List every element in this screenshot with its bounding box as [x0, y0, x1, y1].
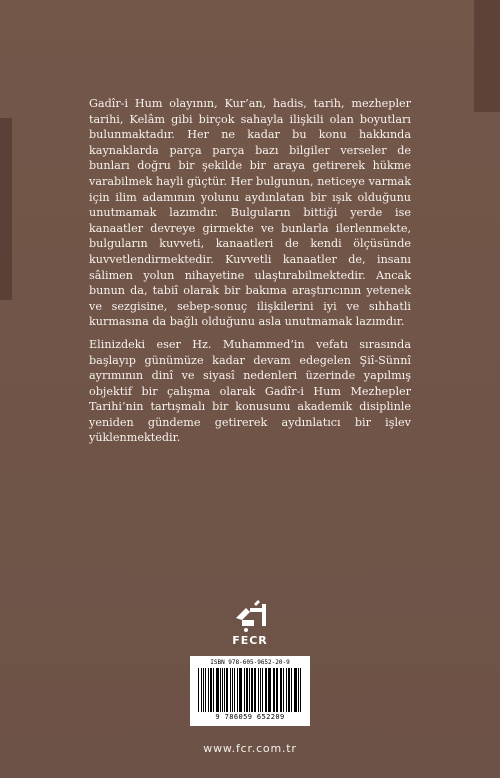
- barcode-bar: [291, 668, 292, 712]
- barcode-bar: [258, 668, 259, 712]
- barcode-bar: [251, 668, 252, 712]
- barcode-bar: [286, 668, 287, 712]
- barcode-bar: [298, 668, 299, 712]
- barcode-bar: [234, 668, 235, 712]
- barcode-bar: [268, 668, 269, 712]
- barcode-bar: [208, 668, 209, 712]
- barcode-bar: [281, 668, 282, 712]
- barcode-bar: [222, 668, 223, 712]
- blurb-text: [89, 96, 411, 453]
- barcode-bar: [224, 668, 225, 712]
- barcode-bar: [265, 668, 267, 712]
- barcode-bar: [280, 668, 281, 712]
- barcode-bar: [240, 668, 241, 712]
- barcode-bar: [232, 668, 233, 712]
- barcode-bar: [198, 668, 199, 712]
- barcode-bar: [216, 668, 217, 712]
- barcode-bar: [273, 668, 274, 712]
- barcode-bar: [220, 668, 221, 712]
- barcode-bar: [295, 668, 296, 712]
- isbn-label: ISBN 978-605-9652-20-9: [210, 659, 290, 666]
- barcode-bar: [210, 668, 212, 712]
- publisher-name: FECR: [232, 634, 268, 647]
- barcode-bar: [276, 668, 277, 712]
- barcode-bar: [260, 668, 261, 712]
- barcode-bar: [288, 668, 290, 712]
- barcode-bars: [198, 668, 302, 712]
- barcode-bar: [294, 668, 295, 712]
- blurb-paragraph-2: Elinizdeki eser Hz. Muhammed’in vefatı sırasında başlayıp günümüze kadar devam edegelen Şiî-Sünnî ayrımının dinî ve siyasî nedenleri üzerinde yapılmış objektif bir çalışma olarak Gadîr-i Hum Mezhepler Tarihi’nin tartışmalı bir konusunu akademik disiplinle yeniden gündeme getirerek aydınlatıcı bir işlev yüklenmektedir.: [89, 337, 411, 445]
- barcode-bar: [262, 668, 263, 712]
- barcode-bar: [254, 668, 255, 712]
- blurb-paragraph-1: Gadîr-i Hum olayının, Kur’an, hadis, tarih, mezhepler tarihi, Kelâm gibi birçok sahayla ilişkili olan boyutları bulunmaktadır. Her ne kadar bu konu hakkında kaynaklarda parça parça bazı bilgiler verseler de bunları doğru bir şekilde bir araya getirerek hükme varabilmek hayli güçtür. Her bulgunun, neticeye varmak için ilim adamının yolunu aydınlatan bir ışık olduğunu unutmamak lazımdır. Bulguların bittiği yerde ise kanaatler devreye girmekte ve bunlarla ilerlenmekte, bulguların kuvveti, kanaatleri de kendi ölçüsünde kuvvetlendirmektedir. Kuvvetli kanaatler de, insanı sâlimen yolun nihayetine ulaştırabilmektedir. Ancak bunun da, tabiî olarak bir bakıma araştırıcının yetenek ve sezgisine, sebep-sonuç ilişkilerini iyi ve sıhhatli kurmasına da bağlı olduğunu asla unutmamak lazımdır.: [89, 97, 411, 329]
- barcode-bar: [230, 668, 231, 712]
- barcode-bar: [274, 668, 275, 712]
- barcode-bar: [217, 668, 218, 712]
- barcode-bar: [244, 668, 245, 712]
- barcode-bar: [203, 668, 204, 712]
- barcode-bar: [205, 668, 206, 712]
- barcode-bar: [246, 668, 248, 712]
- barcode-bar: [213, 668, 214, 712]
- publisher-website: www.fcr.com.tr: [203, 742, 297, 755]
- barcode-bar: [239, 668, 240, 712]
- barcode-box: [190, 656, 310, 726]
- barcode-bar: [201, 668, 202, 712]
- barcode-bar: [255, 668, 256, 712]
- barcode-bar: [269, 668, 270, 712]
- barcode-bar: [237, 668, 238, 712]
- barcode-bar: [283, 668, 284, 712]
- barcode-bar: [249, 668, 250, 712]
- barcode-digits: 9 786059 652209: [215, 713, 285, 721]
- barcode-bar: [300, 668, 301, 712]
- left-edge-strip: [0, 118, 12, 300]
- right-edge-strip: [474, 0, 500, 112]
- barcode-bar: [226, 668, 228, 712]
- publisher-logo-icon: [222, 596, 278, 636]
